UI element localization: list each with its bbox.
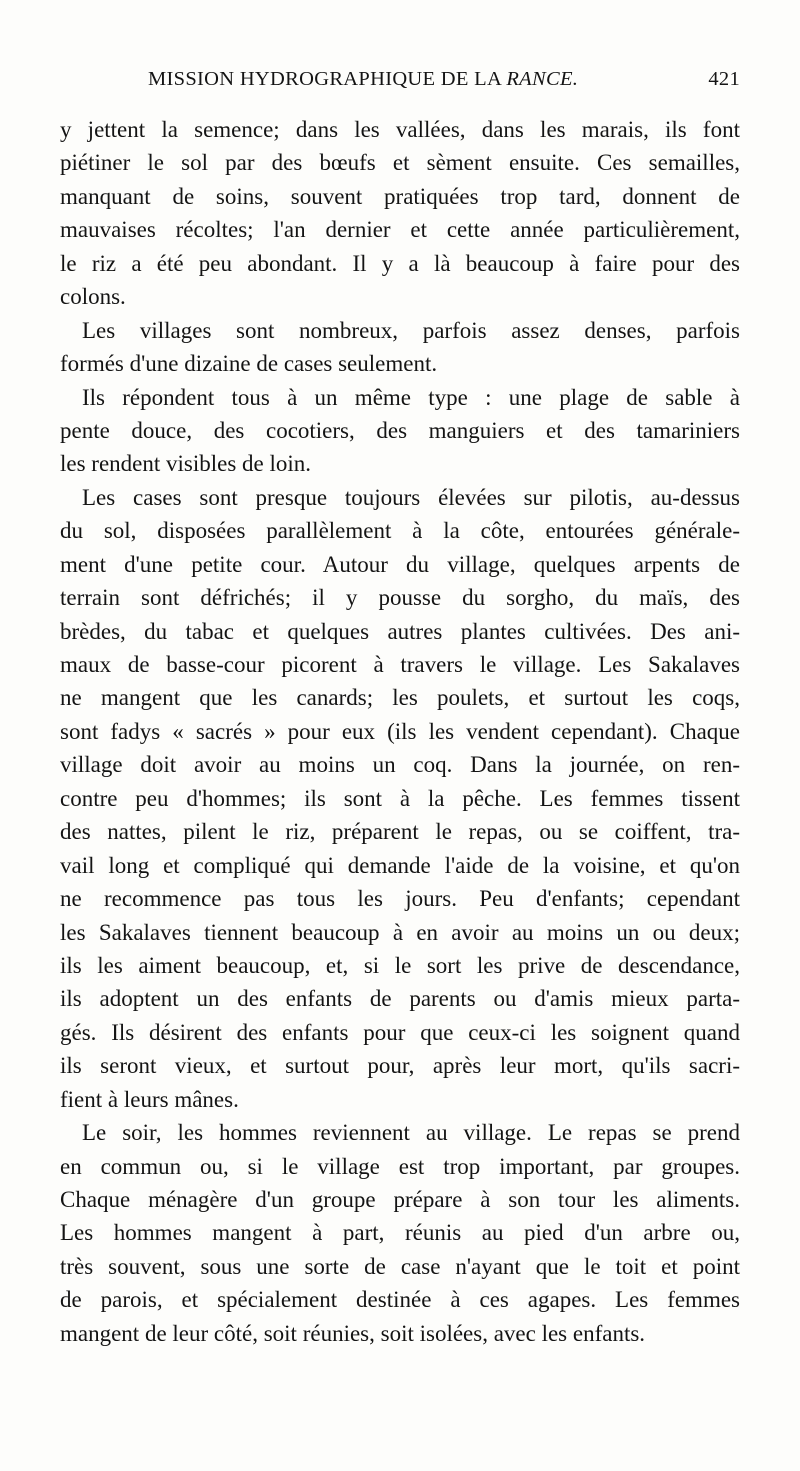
text-line: ils adoptent un des enfants de parents ou d'amis mieux parta- [60,986,740,1012]
text-line: brèdes, du tabac et quelques autres plantes cultivées. Des ani- [60,618,740,644]
text-line: du sol, disposées parallèlement à la côte, entourées générale- [60,518,740,544]
running-head [60,68,740,104]
page-number: 421 [708,68,740,90]
text-line: formés d'une dizaine de cases seulement. [60,351,438,377]
text-line: ils seront vieux, et surtout pour, après leur mort, qu'ils sacri- [60,1053,740,1079]
text-line: le riz a été peu abondant. Il y a là beaucoup à faire pour des [60,250,740,276]
text-line: ment d'une petite cour. Autour du village, quelques arpents de [60,551,740,577]
text-line: y jettent la semence; dans les vallées, dans les marais, ils font [60,117,740,142]
body-text [60,113,740,1350]
running-title [148,68,578,91]
text-line: ne recommence pas tous les jours. Peu d'enfants; cependant [60,886,740,912]
text-line: les Sakalaves tiennent beaucoup à en avoir au moins un ou deux; [60,919,740,945]
paragraph [60,314,740,381]
text-line: village doit avoir au moins un coq. Dans la journée, on ren- [60,752,740,778]
text-line: des nattes, pilent le riz, préparent le repas, ou se coiffent, tra- [60,819,740,845]
running-title-main: MISSION HYDROGRAPHIQUE DE LA [148,68,507,90]
text-line: très souvent, sous une sorte de case n'ayant que le toit et point [60,1253,740,1279]
text-line: vail long et compliqué qui demande l'aide de la voisine, et qu'on [60,852,740,878]
text-line: pente douce, des cocotiers, des manguiers et des tamariniers [60,417,740,443]
text-line: de parois, et spécialement destinée à ces agapes. Les femmes [60,1287,740,1313]
text-line: fient à leurs mânes. [60,1086,239,1112]
text-line: mangent de leur côté, soit réunies, soit isolées, avec les enfants. [60,1320,646,1346]
text-line: contre peu d'hommes; ils sont à la pêche. Les femmes tissent [60,785,740,811]
text-line: Les cases sont presque toujours élevées sur pilotis, au-dessus [82,484,740,510]
text-line: ne mangent que les canards; les poulets, et surtout les coqs, [60,685,740,711]
text-line: terrain sont défrichés; il y pousse du sorgho, du maïs, des [60,585,740,611]
text-line: en commun ou, si le village est trop important, par groupes. [60,1153,740,1179]
text-line: sont fadys « sacrés » pour eux (ils les vendent cependant). Chaque [60,718,740,744]
text-line: mauvaises récoltes; l'an dernier et cette année particulièrement, [60,217,740,243]
paragraph [60,481,740,1116]
text-line: ils les aiment beaucoup, et, si le sort les prive de descendance, [60,952,740,978]
text-line: maux de basse-cour picorent à travers le village. Les Sakalaves [60,652,740,677]
text-line: gés. Ils désirent des enfants pour que ceux-ci les soignent quand [60,1019,740,1045]
paragraph [60,1116,740,1350]
text-line: Chaque ménagère d'un groupe prépare à son tour les aliments. [60,1187,740,1212]
text-line: Les villages sont nombreux, parfois assez denses, parfois [82,317,740,343]
text-line: manquant de soins, souvent pratiquées trop tard, donnent de [60,183,740,209]
text-line: Ils répondent tous à un même type : une plage de sable à [82,384,740,410]
running-title-italic: RANCE. [506,68,579,90]
paragraph [60,113,740,314]
text-line: Les hommes mangent à part, réunis au pied d'un arbre ou, [60,1220,740,1246]
text-line: piétiner le sol par des bœufs et sèment ensuite. Ces semailles, [60,150,740,176]
text-line: les rendent visibles de loin. [60,451,312,477]
paragraph [60,381,740,481]
text-line: Le soir, les hommes reviennent au village. Le repas se prend [82,1120,740,1146]
text-line: colons. [60,284,126,310]
